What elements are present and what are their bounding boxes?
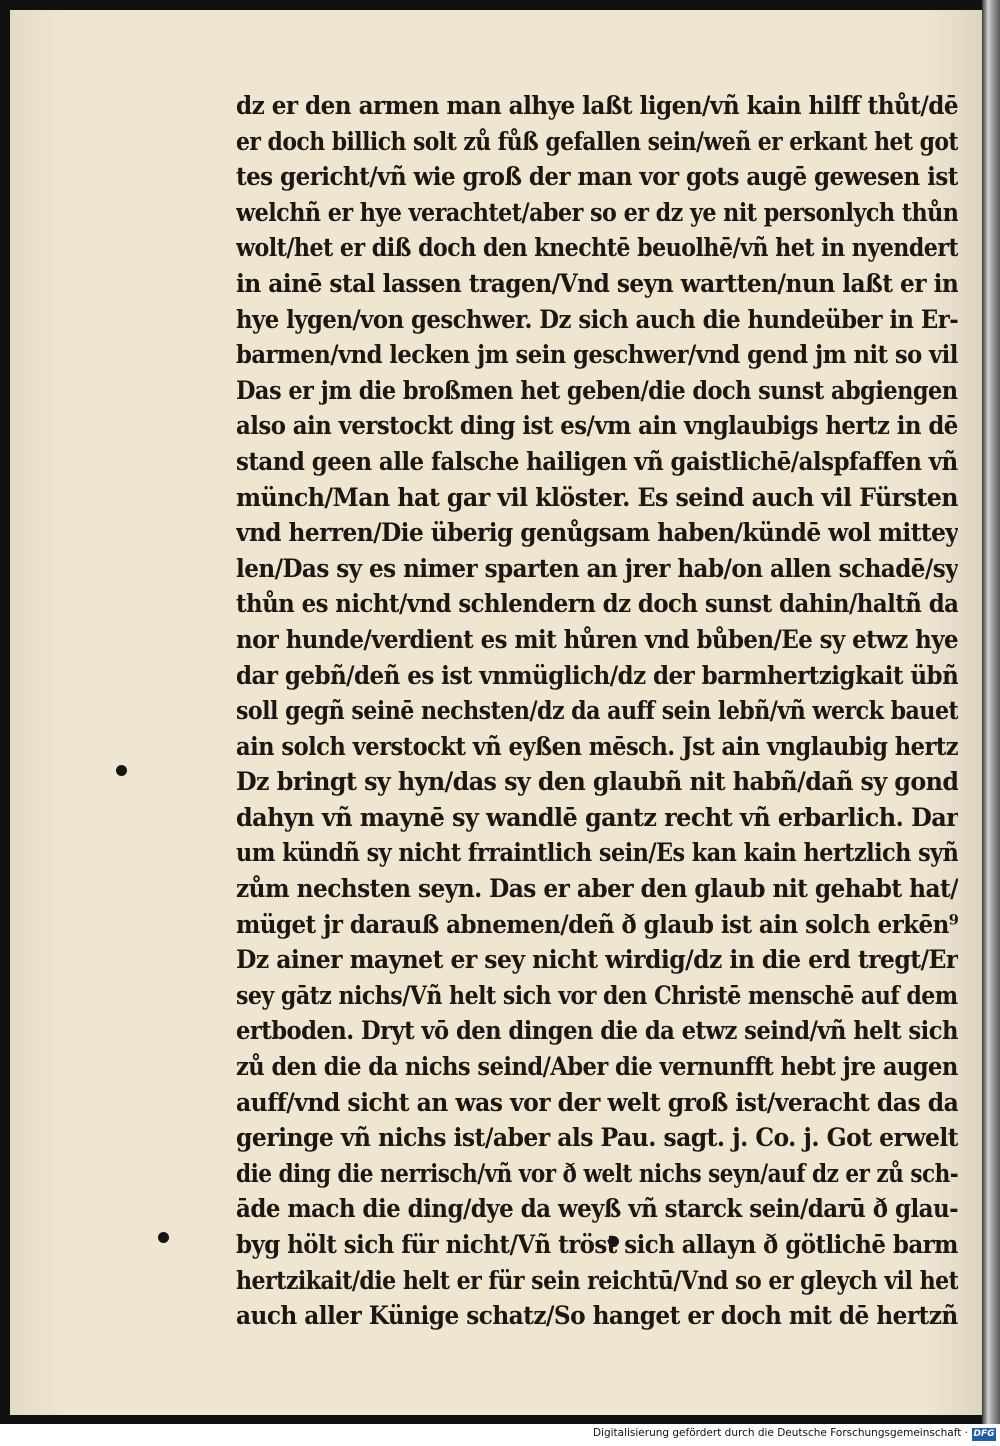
- page-edge: [982, 0, 1000, 1424]
- text-line: dar gebñ/deñ es ist vnmüglich/dz der barmhertzigkait übñ: [236, 660, 958, 690]
- text-line: tes gericht/vñ wie groß der man vor gots augē gewesen ist: [236, 162, 958, 192]
- text-line: ertboden. Dryt vō den dingen die da etwz seind/vñ helt sich: [236, 1016, 958, 1046]
- text-line: soll gegñ seinē nechsten/dz da auff sein lebñ/vñ werck bauet: [236, 696, 958, 726]
- text-line: byg hölt sich für nicht/Vñ tröst sich allayn ð götlichē barm: [236, 1230, 958, 1259]
- text-line: welchñ er hye verachtet/aber so er dz ye nit personlych thůn: [236, 197, 958, 227]
- text-line: dahyn vñ maynē sy wandlē gantz recht vñ erbarlich. Dar: [236, 802, 958, 832]
- text-line: münch/Man hat gar vil klöster. Es seind auch vil Fürsten: [236, 482, 958, 512]
- text-line: auch aller Künige schatz/So hanget er doch mit dē hertzñ: [236, 1301, 958, 1331]
- text-line: hertzikait/die helt er für sein reichtū/Vnd so er gleych vil het: [236, 1265, 958, 1295]
- footer-credit: Digitalisierung gefördert durch die Deutsche Forschungsgemeinschaft ·: [592, 1427, 968, 1439]
- text-line: müget jr darauß abnemen/deñ ð glaub ist ain solch erkēn⁹: [236, 909, 958, 939]
- stain-mark: [158, 1232, 169, 1243]
- stain-mark: [116, 765, 127, 776]
- text-line: barmen/vnd lecken jm sein geschwer/vnd gend jm nit so vil: [236, 340, 958, 370]
- text-line: dz er den armen man alhye laßt ligen/vñ kain hilff thůt/dē: [236, 91, 958, 120]
- text-line: thůn es nicht/vnd schlendern dz doch sunst dahin/haltñ da: [236, 589, 958, 619]
- text-line: sey gātz nichs/Vñ helt sich vor den Christē menschē auf dem: [236, 980, 958, 1010]
- text-line: Dz ainer maynet er sey nicht wirdig/dz in die erd tregt/Er: [236, 945, 958, 975]
- text-line: āde mach die ding/dye da weyß vñ starck sein/darū ð glau-: [236, 1194, 958, 1224]
- footer-bar: [0, 1424, 1000, 1446]
- text-line: Dz bringt sy hyn/das sy den glaubñ nit habñ/dañ sy gond: [236, 767, 958, 797]
- text-line: vnd herren/Die überig genůgsam haben/kündē wol mittey: [236, 518, 958, 548]
- text-line: um kündñ sy nicht frraintlich sein/Es kan kain hertzlich syñ: [236, 838, 958, 868]
- text-line: len/Das sy es nimer sparten an jrer hab/on allen schadē/sy: [236, 553, 958, 583]
- text-line: ain solch verstockt vñ eyßen mēsch. Jst ain vnglaubig hertz: [236, 731, 958, 761]
- text-line: hye lygen/von geschwer. Dz sich auch die hundeüber in Er-: [236, 304, 958, 334]
- text-line: stand geen alle falsche hailigen vñ gaistlichē/alspfaffen vñ: [236, 446, 958, 476]
- text-line: wolt/het er diß doch den knechtē beuolhē/vñ het in nyendert: [236, 233, 958, 263]
- dfg-logo: DFG: [973, 1429, 995, 1439]
- text-line: zům nechsten seyn. Das er aber den glaub nit gehabt hat/: [236, 874, 958, 904]
- text-line: auff/vnd sicht an was vor der welt groß ist/veracht das da: [236, 1087, 958, 1117]
- text-line: Das er jm die broßmen het geben/die doch sunst abgiengen: [236, 375, 958, 405]
- text-line: nor hunde/verdient es mit hůren vnd bůben/Ee sy etwz hye: [236, 624, 958, 654]
- text-line: die ding die nerrisch/vñ vor ð welt nichs seyn/auf dz er zů sch-: [236, 1158, 958, 1188]
- text-line: in ainē stal lassen tragen/Vnd seyn wartten/nun laßt er in: [236, 268, 958, 298]
- text-line: er doch billich solt zů fůß gefallen sein/weñ er erkant het got: [236, 126, 958, 156]
- text-line: zů den die da nichs seind/Aber die vernunfft hebt jre augen: [236, 1052, 958, 1082]
- page-text: [236, 88, 966, 1334]
- text-line: geringe vñ nichs ist/aber als Pau. sagt. j. Co. j. Got erwelt: [236, 1123, 958, 1153]
- text-line: also ain verstockt ding ist es/vm ain vnglaubigs hertz in dē: [236, 411, 958, 441]
